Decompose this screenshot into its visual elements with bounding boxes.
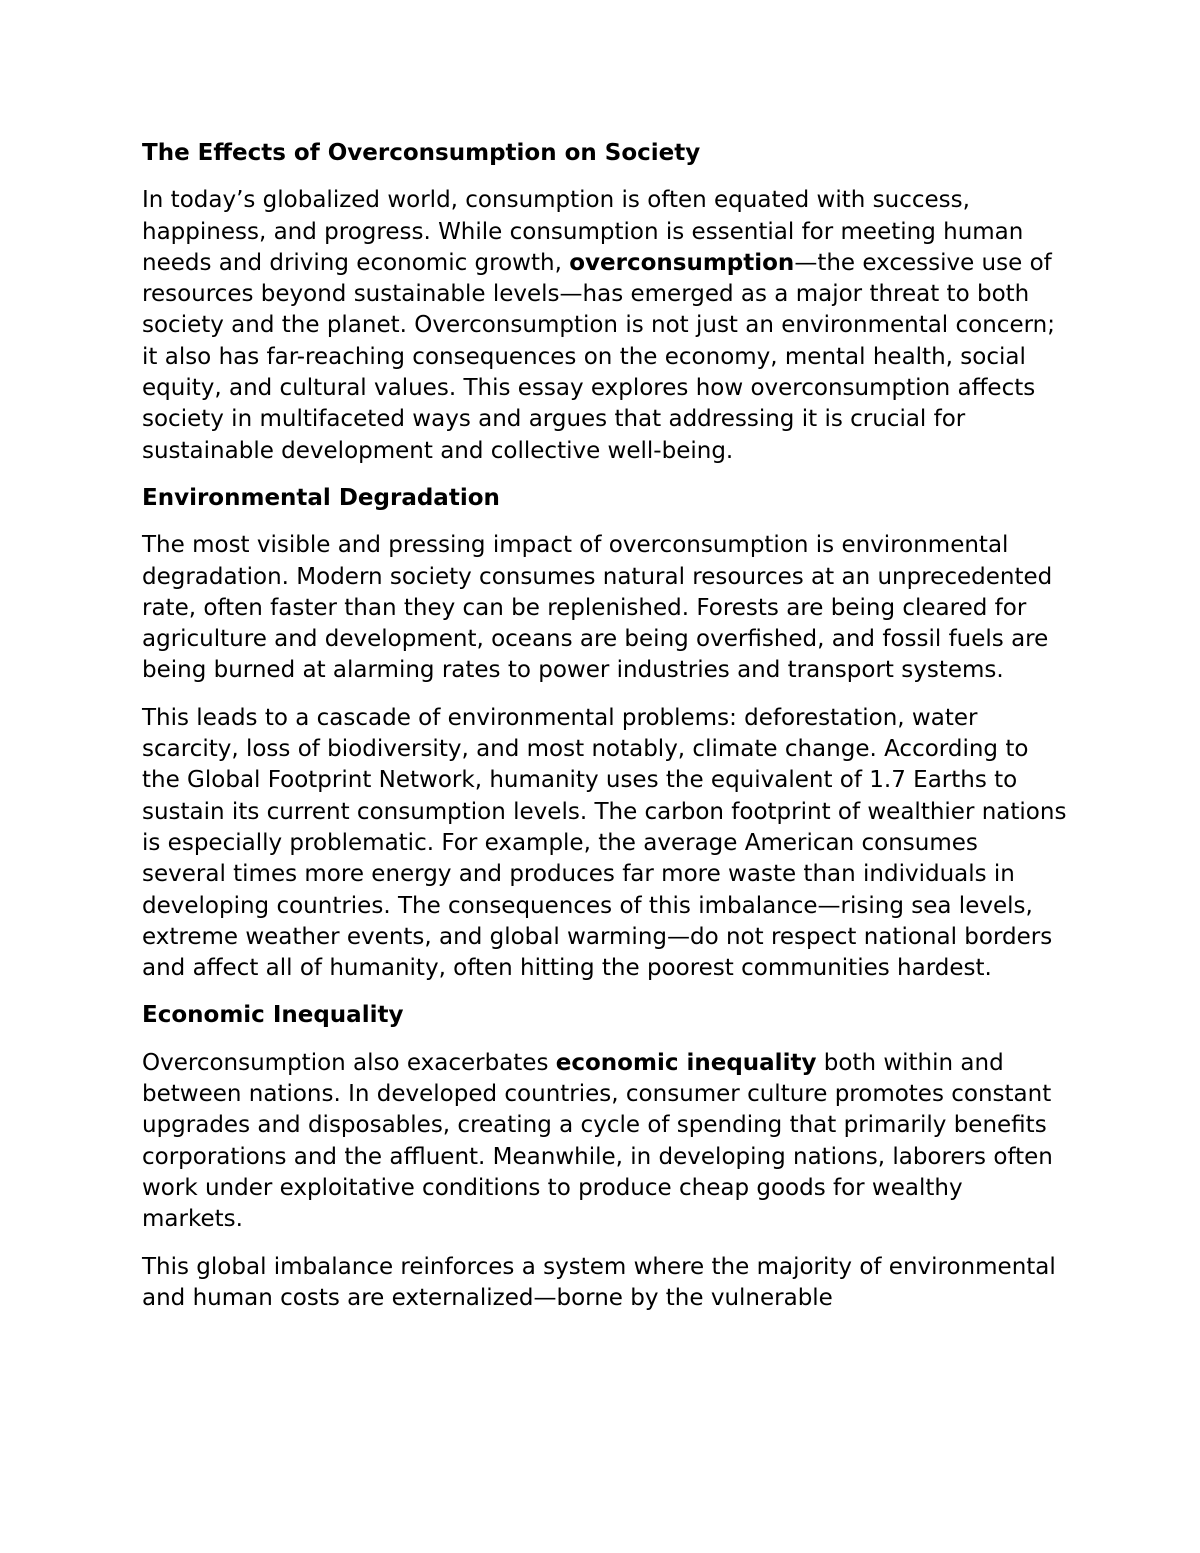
economic-bold-term: economic inequality	[555, 1049, 817, 1076]
economic-text-2: both within and between nations. In developed countries, consumer culture promotes constant upgrades and disposables, creating a cycle of spending that primarily benefits corporations and the affluent. Meanwhile, in developing nations, laborers often work under exploitative conditions to produce cheap goods for wealthy markets.	[142, 1049, 1053, 1233]
environmental-paragraph-1: The most visible and pressing impact of overconsumption is environmental degradation. Modern society consumes natural resources at an unprecedented rate, often faster than they can be replenished. Forests are being cleared for agriculture and development, oceans are being overfished, and fossil fuels are being burned at alarming rates to power industries and transport systems.	[142, 532, 1053, 684]
intro-text-1: In today’s globalized world, consumption is often equated with success, happiness, and progress. While consumption is essential for meeting human needs and driving economic growth,	[142, 187, 1024, 276]
intro-bold-term: overconsumption	[569, 249, 795, 276]
economic-paragraph-2: This global imbalance reinforces a system where the majority of environmental and human costs are externalized—borne by the vulnerable	[142, 1253, 1056, 1311]
intro-text-2: —the excessive use of resources beyond sustainable levels—has emerged as a major threat to both society and the planet. Overconsumption is not just an environmental concern; it also has far-reaching consequences on the economy, mental health, social equity, and cultural values. This essay explores how overconsumption affects society in multifaceted ways and argues that addressing it is crucial for sustainable development and collective well-being.	[142, 249, 1055, 464]
environmental-paragraph-2: This leads to a cascade of environmental problems: deforestation, water scarcity, loss of biodiversity, and most notably, climate change. According to the Global Footprint Network, humanity uses the equivalent of 1.7 Earths to sustain its current consumption levels. The carbon footprint of wealthier nations is especially problematic. For example, the average American consumes several times more energy and produces far more waste than individuals in developing countries. The consequences of this imbalance—rising sea levels, extreme weather events, and global warming—do not respect national borders and affect all of humanity, often hitting the poorest communities hardest.	[142, 704, 1067, 982]
intro-paragraph	[142, 185, 1067, 467]
document-page	[142, 138, 1067, 1330]
economic-text-1: Overconsumption also exacerbates	[142, 1049, 556, 1076]
section-heading-environmental: Environmental Degradation	[142, 484, 500, 511]
economic-paragraph-1	[142, 1048, 1067, 1236]
section-heading-economic: Economic Inequality	[142, 1002, 404, 1029]
document-title: The Effects of Overconsumption on Society	[142, 140, 701, 166]
